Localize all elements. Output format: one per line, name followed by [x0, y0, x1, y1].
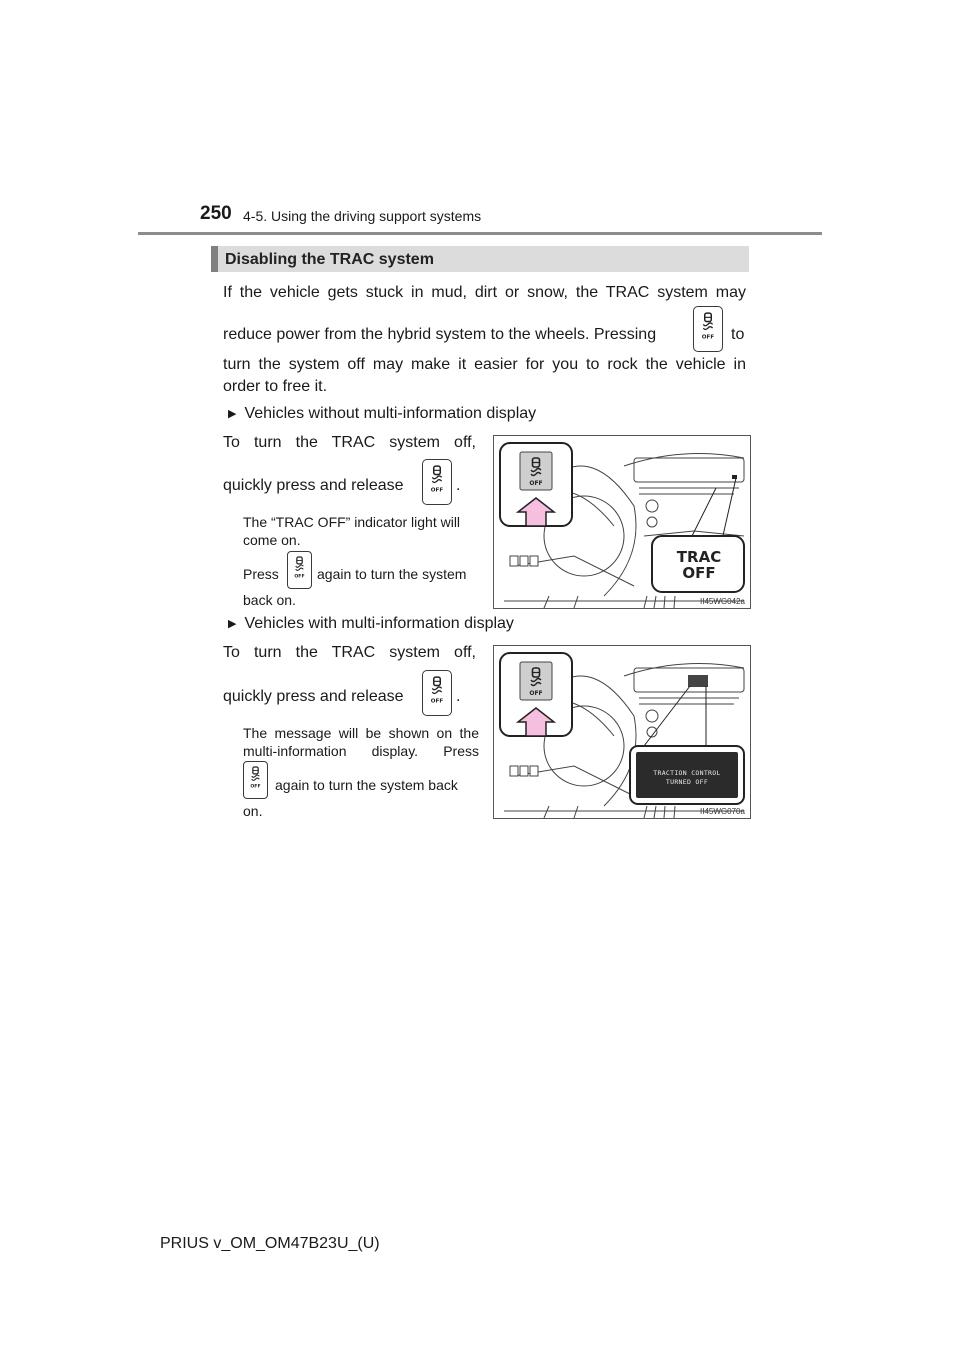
- without-display-line-2b: .: [456, 477, 461, 494]
- note-press-b: again to turn the system: [317, 566, 467, 582]
- note-indicator-line-2: come on.: [243, 532, 301, 548]
- trac-indicator-line-2: OFF: [682, 564, 716, 582]
- with-display-note-line-4: on.: [243, 803, 263, 819]
- note-press-line-2: back on.: [243, 592, 296, 608]
- figure-dashboard-traction-message: [493, 645, 751, 819]
- vsc-off-button-icon: [422, 459, 452, 505]
- message-line-1: TRACTION CONTROL: [653, 769, 721, 777]
- intro-line-2a: reduce power from the hybrid system to the wheels. Pressing: [223, 326, 657, 343]
- bullet-arrow-icon: ▶: [228, 408, 237, 420]
- vsc-off-button-icon: [243, 761, 268, 799]
- without-display-line-1: To turn the TRAC system off,: [223, 434, 476, 451]
- figure-dashboard-trac-off: [493, 435, 751, 609]
- message-line-2: TURNED OFF: [665, 778, 709, 786]
- intro-line-4: order to free it.: [223, 378, 328, 395]
- section-title: 4-5. Using the driving support systems: [243, 208, 482, 224]
- traction-control-message: [636, 769, 738, 787]
- with-display-note-line-1: The message will be shown on the: [243, 725, 479, 741]
- bullet-without-display-text: Vehicles without multi-information display: [244, 405, 537, 422]
- with-display-line-1: To turn the TRAC system off,: [223, 644, 476, 661]
- intro-line-3: turn the system off may make it easier for you to rock the vehicle in: [223, 356, 746, 373]
- without-display-line-2a: quickly press and release: [223, 477, 404, 494]
- intro-line-2b: to: [731, 326, 745, 343]
- with-display-note-line-3: again to turn the system back: [275, 777, 458, 793]
- figure-code: II45WG070a: [700, 807, 745, 816]
- with-display-line-2a: quickly press and release: [223, 688, 404, 705]
- bullet-with-display: [228, 614, 514, 635]
- footer-doc-code: PRIUS v_OM_OM47B23U_(U): [160, 1235, 380, 1252]
- header-rule: [138, 232, 822, 235]
- section-heading: Disabling the TRAC system: [225, 251, 434, 268]
- with-display-note-line-2: multi-information display. Press: [243, 743, 479, 759]
- trac-off-indicator: [656, 549, 742, 581]
- with-display-line-2b: .: [456, 688, 461, 705]
- vsc-off-button-icon: [422, 670, 452, 716]
- vsc-off-button-icon: [287, 551, 312, 589]
- dashboard-illustration: [494, 436, 750, 608]
- note-press-a: Press: [243, 566, 279, 582]
- bullet-arrow-icon: ▶: [228, 618, 237, 630]
- note-indicator-line-1: The “TRAC OFF” indicator light will: [243, 514, 461, 530]
- trac-indicator-line-1: TRAC: [676, 548, 722, 566]
- bullet-with-display-text: Vehicles with multi-information display: [244, 615, 514, 632]
- page-number: 250: [200, 203, 232, 224]
- intro-line-1: If the vehicle gets stuck in mud, dirt or snow, the TRAC system may: [223, 284, 746, 301]
- bullet-without-display: [228, 404, 536, 425]
- figure-code: II45WG042a: [700, 597, 745, 606]
- vsc-off-button-icon: [693, 306, 723, 352]
- dashboard-illustration: [494, 646, 750, 818]
